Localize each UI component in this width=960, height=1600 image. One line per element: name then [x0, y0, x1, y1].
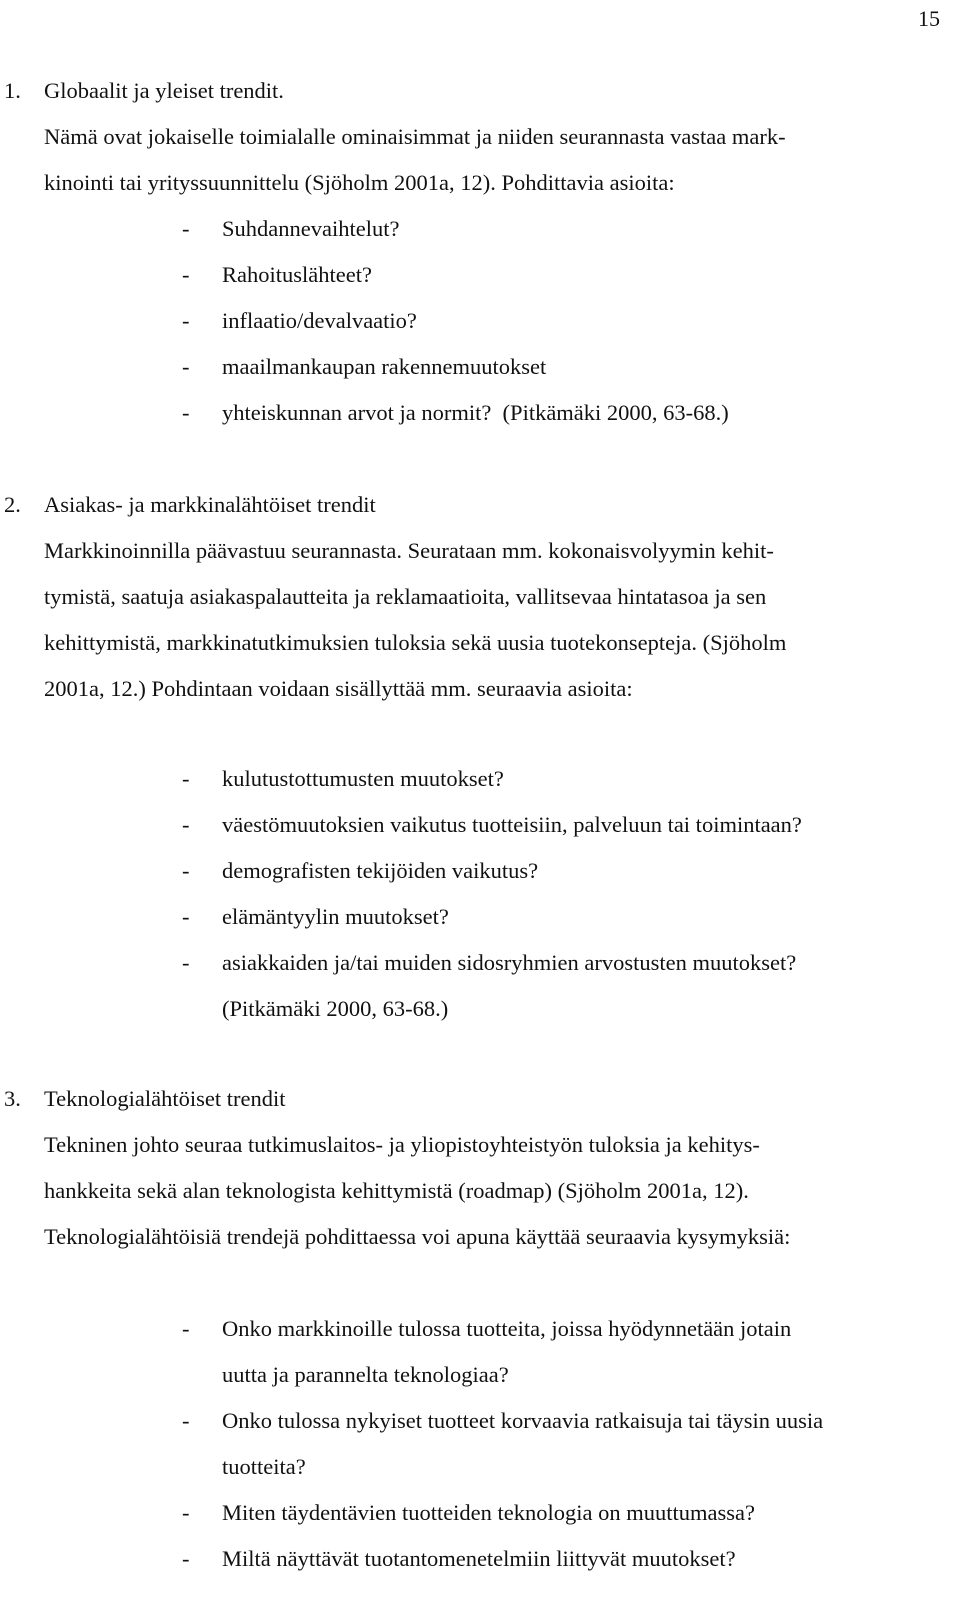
list-dash: - — [182, 1546, 190, 1571]
list-item: kulutustottumusten muutokset? — [222, 766, 504, 791]
list-item: maailmankaupan rakennemuutokset — [222, 354, 547, 379]
list-dash: - — [182, 308, 190, 333]
section-3-body-line: hankkeita sekä alan teknologista kehittymistä (roadmap) (Sjöholm 2001a, 12). — [44, 1178, 749, 1203]
list-dash: - — [182, 1316, 190, 1341]
list-dash: - — [182, 812, 190, 837]
list-dash: - — [182, 262, 190, 287]
list-item: väestömuutoksien vaikutus tuotteisiin, palveluun tai toimintaan? — [222, 812, 802, 837]
section-2-body-line: kehittymistä, markkinatutkimuksien tuloksia sekä uusia tuotekonsepteja. (Sjöholm — [44, 630, 787, 655]
list-dash: - — [182, 904, 190, 929]
section-1-number: 1. — [4, 78, 21, 103]
list-dash: - — [182, 1500, 190, 1525]
list-dash: - — [182, 950, 190, 975]
section-1-body-line: kinointi tai yrityssuunnittelu (Sjöholm 2001a, 12). Pohdittavia asioita: — [44, 170, 675, 195]
list-item: Rahoituslähteet? — [222, 262, 372, 287]
list-item-continuation: tuotteita? — [222, 1454, 306, 1479]
list-item: Miten täydentävien tuotteiden teknologia on muuttumassa? — [222, 1500, 756, 1525]
list-item: demografisten tekijöiden vaikutus? — [222, 858, 539, 883]
section-2-number: 2. — [4, 492, 21, 517]
section-1-body-line: Nämä ovat jokaiselle toimialalle ominaisimmat ja niiden seurannasta vastaa mark- — [44, 124, 786, 149]
list-item: yhteiskunnan arvot ja normit? (Pitkämäki 2000, 63-68.) — [222, 400, 729, 425]
section-2-body-line: 2001a, 12.) Pohdintaan voidaan sisällyttää mm. seuraavia asioita: — [44, 676, 633, 701]
section-2-body-line: Markkinoinnilla päävastuu seurannasta. Seurataan mm. kokonaisvolyymin kehit- — [44, 538, 774, 563]
list-dash: - — [182, 1408, 190, 1433]
list-item: Miltä näyttävät tuotantomenetelmiin liittyvät muutokset? — [222, 1546, 736, 1571]
section-2-body-line: tymistä, saatuja asiakaspalautteita ja reklamaatioita, vallitsevaa hintatasoa ja sen — [44, 584, 767, 609]
list-dash: - — [182, 766, 190, 791]
section-3-body-line: Teknologialähtöisiä trendejä pohdittaessa voi apuna käyttää seuraavia kysymyksiä: — [44, 1224, 791, 1249]
section-2-heading: Asiakas- ja markkinalähtöiset trendit — [44, 492, 376, 517]
list-dash: - — [182, 216, 190, 241]
list-item: Onko markkinoille tulossa tuotteita, joissa hyödynnetään jotain — [222, 1316, 792, 1341]
section-3-body-line: Tekninen johto seuraa tutkimuslaitos- ja yliopistoyhteistyön tuloksia ja kehitys- — [44, 1132, 760, 1157]
list-item: Suhdannevaihtelut? — [222, 216, 400, 241]
page-number: 15 — [918, 6, 940, 31]
section-3-heading: Teknologialähtöiset trendit — [44, 1086, 286, 1111]
list-dash: - — [182, 354, 190, 379]
list-dash: - — [182, 400, 190, 425]
list-item: Onko tulossa nykyiset tuotteet korvaavia ratkaisuja tai täysin uusia — [222, 1408, 824, 1433]
citation: (Pitkämäki 2000, 63-68.) — [222, 996, 449, 1021]
section-1-heading: Globaalit ja yleiset trendit. — [44, 78, 284, 103]
list-item: asiakkaiden ja/tai muiden sidosryhmien arvostusten muutokset? — [222, 950, 797, 975]
list-item: inflaatio/devalvaatio? — [222, 308, 417, 333]
list-item: elämäntyylin muutokset? — [222, 904, 449, 929]
list-dash: - — [182, 858, 190, 883]
list-item-continuation: uutta ja parannelta teknologiaa? — [222, 1362, 509, 1387]
section-3-number: 3. — [4, 1086, 21, 1111]
